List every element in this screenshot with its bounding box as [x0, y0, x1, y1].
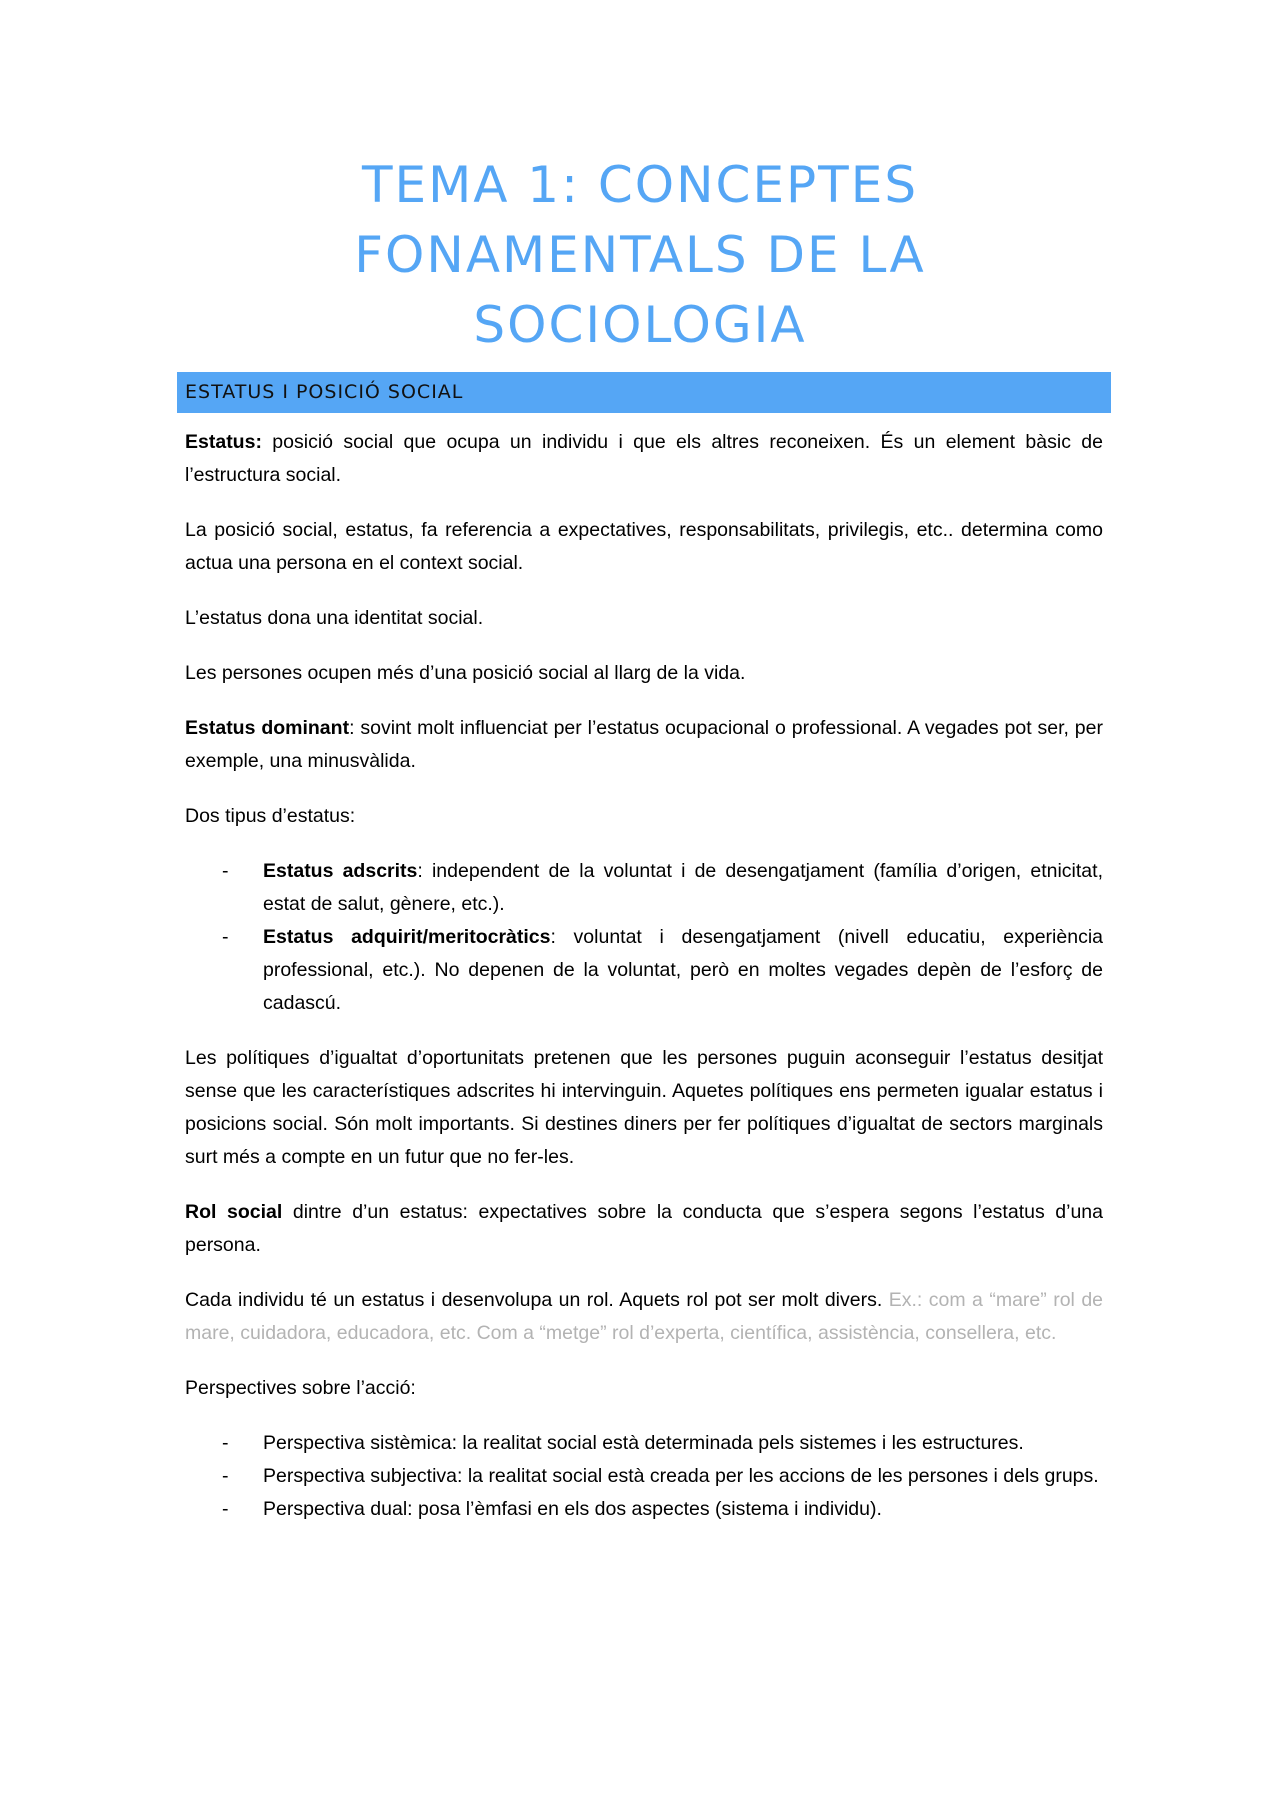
paragraph-rol-social [185, 1196, 1103, 1262]
title-line-1: TEMA 1: CONCEPTES [361, 156, 919, 214]
list-item [185, 1493, 1103, 1526]
title-line-3: SOCIOLOGIA [473, 296, 807, 354]
list-item [185, 855, 1103, 921]
term-estatus-adscrits: Estatus adscrits [263, 860, 418, 882]
dash-bullet: - [222, 860, 229, 882]
definition-estatus-adscrits: : independent de la voluntat i de desengatjament (família d’origen, etnicitat, estat de salut, gènere, etc.). [263, 860, 1103, 915]
paragraph-estatus-dominant [185, 712, 1103, 778]
dash-bullet: - [222, 1465, 229, 1487]
paragraph-dos-tipus: Dos tipus d’estatus: [185, 805, 356, 827]
title-line-2: FONAMENTALS DE LA [354, 226, 926, 284]
list-item [185, 1427, 1103, 1460]
term-estatus-dominant: Estatus dominant [185, 717, 350, 739]
paragraph-persones: Les persones ocupen més d’una posició social al llarg de la vida. [185, 662, 746, 684]
term-estatus-adquirit: Estatus adquirit/meritocràtics [263, 926, 551, 948]
perspectiva-sistemica: Perspectiva sistèmica: la realitat social està determinada pels sistemes i les estructures. [263, 1432, 1024, 1454]
dash-bullet: - [222, 1498, 229, 1520]
paragraph-identitat: L’estatus dona una identitat social. [185, 607, 484, 629]
list-tipus-estatus [185, 855, 1103, 1020]
paragraph-politiques: Les polítiques d’igualtat d’oportunitats pretenen que les persones puguin aconseguir l’estatus desitjat sense que les característiques adscrites hi intervinguin. Aquetes polítiques ens permeten igualar estatus i posicions social. Són molt importants. Si destines diners per fer polítiques d’igualtat de sectors marginals surt més a compte en un futur que no fer-les. [185, 1047, 1103, 1168]
paragraph-posicio-social: La posició social, estatus, fa referencia a expectatives, responsabilitats, privilegis, etc.. determina como actua una persona en el context social. [185, 519, 1103, 574]
list-perspectives [185, 1427, 1103, 1526]
definition-rol-social: dintre d’un estatus: expectatives sobre la conducta que s’espera segons l’estatus d’una persona. [185, 1201, 1103, 1256]
term-rol-social: Rol social [185, 1201, 283, 1223]
list-item [185, 921, 1103, 1020]
perspectiva-subjectiva: Perspectiva subjectiva: la realitat social està creada per les accions de les persones i dels grups. [263, 1465, 1099, 1487]
term-estatus: Estatus: [185, 431, 262, 453]
text-cada-individu: Cada individu té un estatus i desenvolupa un rol. Aquets rol pot ser molt divers. [185, 1289, 883, 1311]
definition-estatus: posició social que ocupa un individu i que els altres reconeixen. És un element bàsic de l’estructura social. [185, 431, 1103, 486]
paragraph-cada-individu [185, 1284, 1103, 1350]
definition-estatus-adquirit: : voluntat i desengatjament (nivell educatiu, experiència professional, etc.). No depenen de la voluntat, però en moltes vegades depèn de l’esforç de cadascú. [263, 926, 1103, 1014]
definition-estatus-dominant: : sovint molt influenciat per l’estatus ocupacional o professional. A vegades pot ser, per exemple, una minusvàlida. [185, 717, 1103, 772]
dash-bullet: - [222, 1432, 229, 1454]
paragraph-perspectives: Perspectives sobre l’acció: [185, 1377, 416, 1399]
section-heading-bar [177, 372, 1111, 413]
body-text [185, 426, 1103, 1548]
section-heading: ESTATUS I POSICIÓ SOCIAL [185, 381, 464, 403]
paragraph-estatus [185, 426, 1103, 492]
perspectiva-dual: Perspectiva dual: posa l’èmfasi en els dos aspectes (sistema i individu). [263, 1498, 882, 1520]
document-title [300, 150, 980, 360]
dash-bullet: - [222, 926, 229, 948]
list-item [185, 1460, 1103, 1493]
example-note: Ex.: com a “mare” rol de mare, cuidadora, educadora, etc. Com a “metge” rol d’experta, científica, assistència, consellera, etc. [185, 1289, 1104, 1344]
